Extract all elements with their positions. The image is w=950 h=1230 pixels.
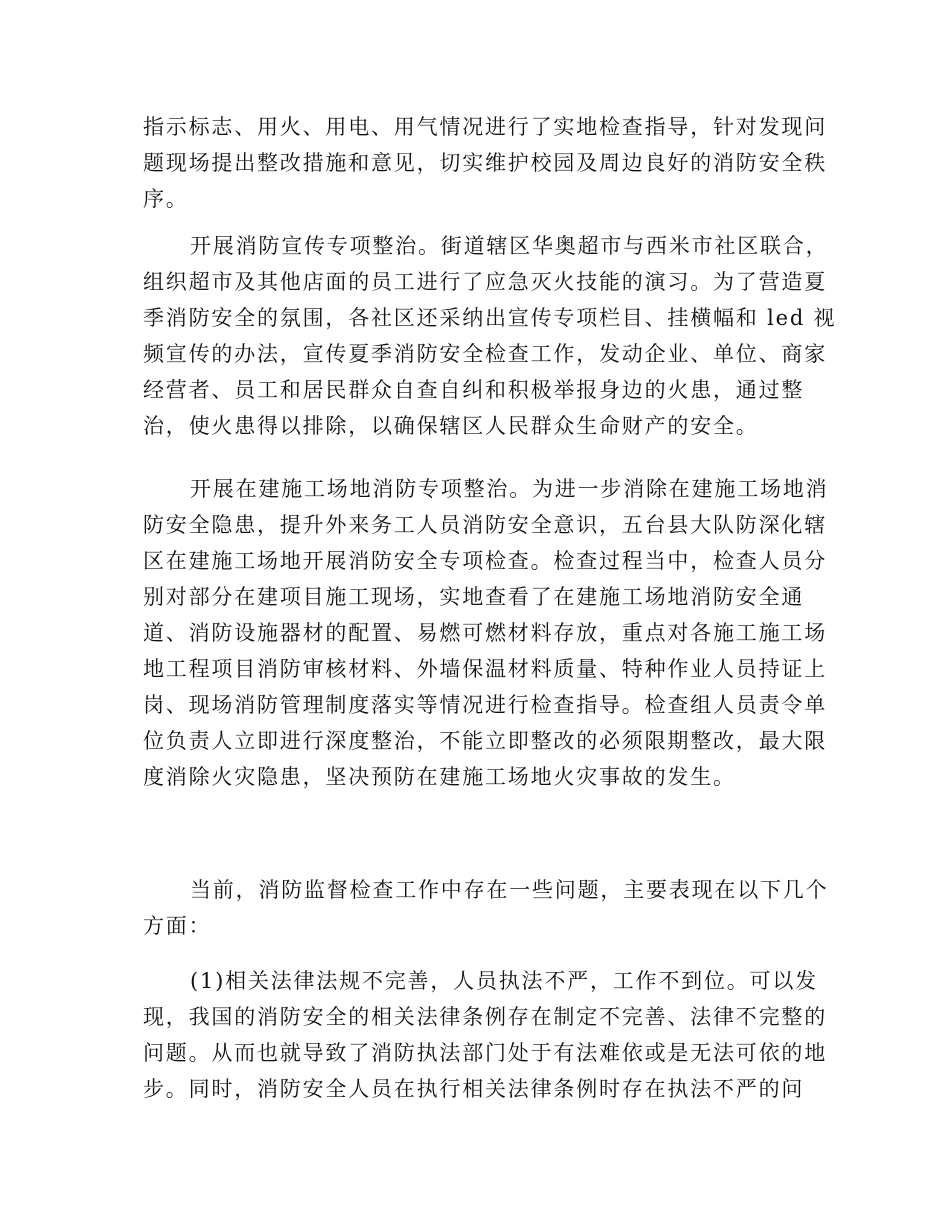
- text-line: 现，我国的消防安全的相关法律条例存在制定不完善、法律不完整的: [143, 1005, 827, 1029]
- text-line: 区在建施工场地开展消防安全专项检查。检查过程当中，检查人员分: [143, 549, 827, 573]
- text-line: 步。同时，消防安全人员在执行相关法律条例时存在执法不严的问: [143, 1077, 805, 1101]
- text-line: 方面：: [143, 914, 212, 938]
- text-line: 防安全隐患，提升外来务工人员消防安全意识，五台县大队防深化辖: [143, 513, 827, 537]
- paragraph-first-line: 开展在建施工场地消防专项整治。为进一步消除在建施工场地消: [190, 477, 829, 501]
- text-line: 道、消防设施器材的配置、易燃可燃材料存放，重点对各施工施工场: [143, 621, 827, 645]
- paragraph-first-line: 当前，消防监督检查工作中存在一些问题，主要表现在以下几个: [190, 878, 829, 902]
- text-line: 别对部分在建项目施工现场，实地查看了在建施工场地消防安全通: [143, 585, 805, 609]
- paragraph-first-line: 开展消防宣传专项整治。街道辖区华奥超市与西米市社区联合，: [190, 234, 829, 258]
- text-line: 经营者、员工和居民群众自查自纠和积极举报身边的火患，通过整: [143, 378, 805, 402]
- text-line: 岗、现场消防管理制度落实等情况进行检查指导。检查组人员责令单: [143, 693, 827, 717]
- text-line: 频宣传的办法，宣传夏季消防安全检查工作，发动企业、单位、商家: [143, 342, 827, 366]
- text-line: 序。: [143, 187, 189, 211]
- text-line: 问题。从而也就导致了消防执法部门处于有法难依或是无法可依的地: [143, 1041, 827, 1065]
- paragraph-first-line: (1)相关法律法规不完善，人员执法不严，工作不到位。可以发: [190, 969, 818, 993]
- text-line: 题现场提出整改措施和意见，切实维护校园及周边良好的消防安全秩: [143, 151, 827, 175]
- text-line: 组织超市及其他店面的员工进行了应急灭火技能的演习。为了营造夏: [143, 270, 827, 294]
- text-line: 指示标志、用火、用电、用气情况进行了实地检查指导，针对发现问: [143, 115, 827, 139]
- text-line: 位负责人立即进行深度整治，不能立即整改的必须限期整改，最大限: [143, 729, 827, 753]
- text-line: 治，使火患得以排除，以确保辖区人民群众生命财产的安全。: [143, 414, 759, 438]
- text-line: 度消除火灾隐患，坚决预防在建施工场地火灾事故的发生。: [143, 765, 736, 789]
- text-line: 地工程项目消防审核材料、外墙保温材料质量、特种作业人员持证上: [143, 657, 827, 681]
- text-line: 季消防安全的氛围，各社区还采纳出宣传专项栏目、挂横幅和 led 视: [143, 306, 837, 330]
